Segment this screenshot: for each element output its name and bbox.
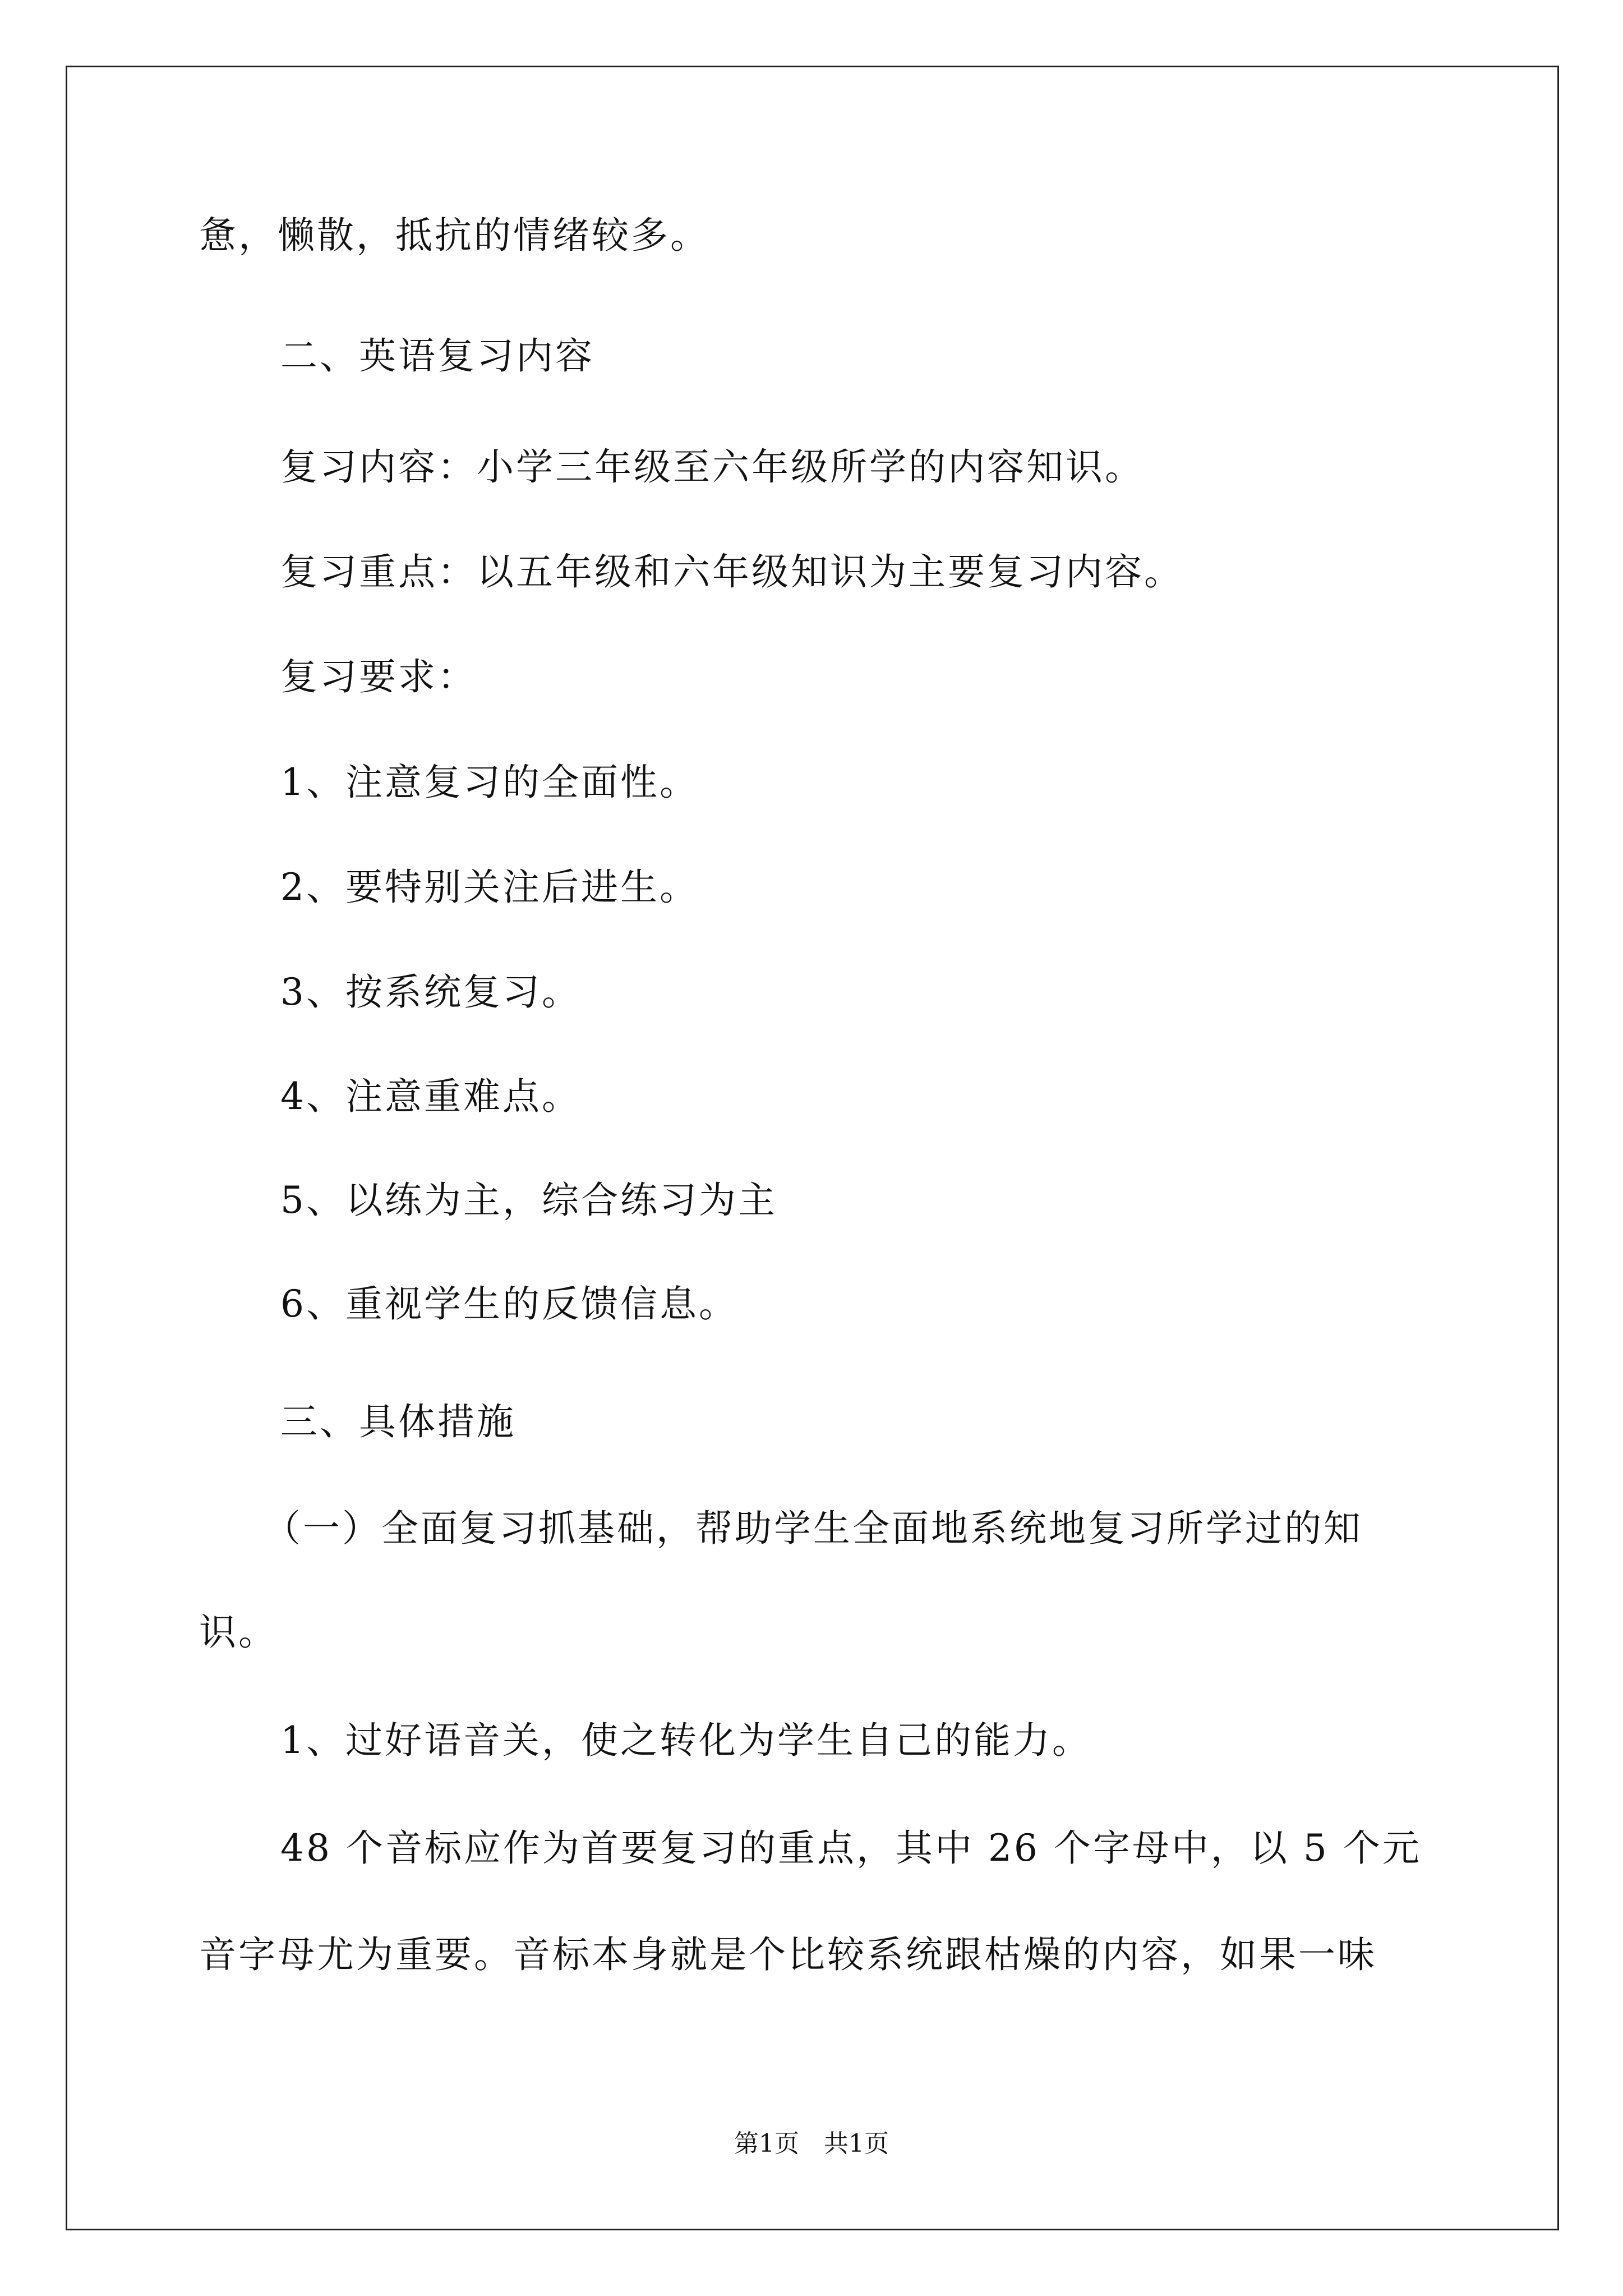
review-focus: 复习重点：以五年级和六年级知识为主要复习内容。 [280, 550, 1183, 593]
review-content: 复习内容：小学三年级至六年级所学的内容知识。 [280, 445, 1144, 489]
paragraph-line-1: 48 个音标应作为首要复习的重点，其中 26 个字母中，以 5 个元 [280, 1826, 1422, 1870]
subsection-heading-1-cont: 识。 [199, 1611, 278, 1654]
requirement-item-2: 2、要特别关注后进生。 [280, 866, 699, 909]
paragraph-continuation: 惫，懒散，抵抗的情绪较多。 [199, 214, 709, 257]
subsection-heading-1: （一）全面复习抓基础，帮助学生全面地系统地复习所学过的知 [264, 1507, 1363, 1550]
page-footer: 第1页 共1页 [734, 2129, 889, 2158]
section-heading-2: 二、英语复习内容 [280, 334, 594, 378]
review-requirements-label: 复习要求： [280, 655, 477, 698]
measure-item-1: 1、过好语音关，使之转化为学生自己的能力。 [280, 1719, 1091, 1762]
section-heading-3: 三、具体措施 [280, 1400, 516, 1443]
requirement-item-3: 3、按系统复习。 [280, 970, 581, 1014]
requirement-item-4: 4、注意重难点。 [280, 1075, 581, 1118]
page-border [66, 66, 1559, 2230]
paragraph-line-2: 音字母尤为重要。音标本身就是个比较系统跟枯燥的内容，如果一味 [199, 1933, 1377, 1976]
requirement-item-6: 6、重视学生的反馈信息。 [280, 1282, 738, 1326]
requirement-item-1: 1、注意复习的全面性。 [280, 761, 699, 804]
requirement-item-5: 5、以练为主，综合练习为主 [280, 1179, 777, 1222]
